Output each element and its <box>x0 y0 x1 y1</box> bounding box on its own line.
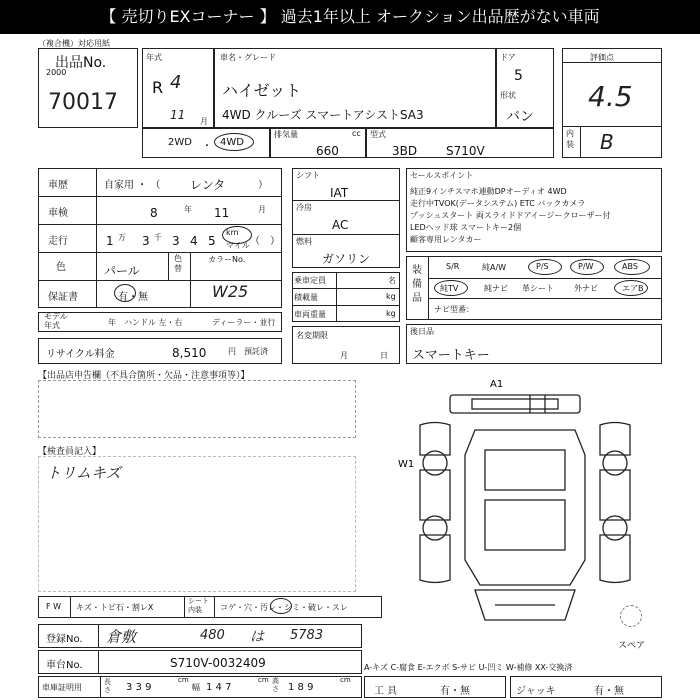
banner: 【 売切りEXコーナー 】 過去1年以上 オークション出品歴がない車両 <box>0 0 700 34</box>
top-note: （複合機）対応用紙 <box>38 39 110 48</box>
width-value: 1 4 7 <box>206 682 232 693</box>
year-value: 4 <box>170 72 182 93</box>
warranty-label: 保証書 <box>48 292 78 303</box>
model-year-label1: モデル <box>44 312 68 321</box>
equip-abs: ABS <box>622 262 638 271</box>
tools-label: 工 具 <box>374 686 398 697</box>
extras-label: 後日品 <box>410 327 434 336</box>
model-grade: 4WD クルーズ スマートアシストSA3 <box>222 108 424 122</box>
lot-code: 2000 <box>46 68 67 77</box>
mileage-d3: 3 <box>172 234 180 248</box>
name-change-month: 月 <box>340 351 348 360</box>
shift-label: シフト <box>296 171 320 180</box>
jack-label: ジャッキ <box>516 686 556 697</box>
aircon-value: AC <box>332 218 349 232</box>
colorno-label: カラーNo. <box>208 255 246 264</box>
seller-notes-area <box>38 380 356 438</box>
recycle-unit: 円 <box>228 347 236 356</box>
length-unit: cm <box>178 676 189 684</box>
drive-dot: ・ <box>202 141 212 152</box>
model-year-label2: 年式 <box>44 321 60 330</box>
model-year-handle: ハンドル 左・右 <box>124 318 183 327</box>
certificate-label: 車庫証明用 <box>42 683 82 692</box>
equip-navi: 純ナビ <box>484 284 508 293</box>
fuel-value: ガソリン <box>322 252 371 266</box>
name-change-day: 日 <box>380 351 388 360</box>
sales-point-3: プッシュスタート 両スライドドアイージークローザー付 <box>410 211 611 220</box>
equip-abs-circle <box>614 259 650 275</box>
spare-circle <box>620 605 642 627</box>
equip-navi-model: ナビ型番： <box>434 305 474 314</box>
inspection-year-unit: 年 <box>184 205 192 214</box>
inspector-label: 【検査員記入】 <box>38 447 102 457</box>
seat-circle <box>270 598 292 614</box>
sales-point-5: 顧客専用レンタカー <box>410 235 482 244</box>
model-label: 車名・グレード <box>220 53 276 62</box>
lot-label: 出品No. <box>55 55 107 71</box>
inspection-month: 11 <box>214 206 230 220</box>
sales-point-1: 純正9インチスマホ連動DPオーディオ 4WD <box>410 187 567 196</box>
year-era: R <box>152 78 164 97</box>
displacement-unit: cc <box>352 129 361 138</box>
type-label: 型式 <box>370 130 386 139</box>
mileage-d2: 3 <box>142 234 150 248</box>
type-prefix: 3BD <box>392 144 418 158</box>
mileage-u1: 万 <box>118 233 126 242</box>
height-label: 高さ <box>272 677 279 693</box>
length-label: 長さ <box>104 678 111 694</box>
equipment-label: 装備品 <box>412 265 422 304</box>
equip-tv-circle <box>434 280 468 296</box>
interior-score: B <box>600 130 614 154</box>
interior-label: 内装 <box>566 129 574 149</box>
load-label: 積載量 <box>294 293 318 302</box>
doors-value: 5 <box>514 68 523 84</box>
car-damage-diagram <box>380 375 670 640</box>
sales-point-2: 走行中TVOK(データシステム) ETC バックカメラ <box>410 199 586 208</box>
mileage-unit-circle <box>222 226 252 244</box>
tools-value: 有・無 <box>440 686 470 697</box>
seller-notes-label: 【出品店申告欄（不具合箇所・欠品・注意事項等）】 <box>38 371 250 381</box>
height-value: 1 8 9 <box>288 682 314 693</box>
inspection-year: 8 <box>150 206 158 220</box>
width-unit: cm <box>258 676 269 684</box>
color-change-label: 色替 <box>174 254 182 273</box>
displacement-value: 660 <box>316 144 339 158</box>
equip-tv: 純TV <box>440 284 459 293</box>
equip-ext-navi: 外ナビ <box>574 284 598 293</box>
model-year-dealer: ディーラー・並行 <box>212 318 276 327</box>
mileage-unit: km <box>226 228 239 237</box>
score-value: 4.5 <box>588 80 633 113</box>
history-label: 車歴 <box>48 180 68 191</box>
aircon-label: 冷房 <box>296 203 312 212</box>
equip-aw: 純A/W <box>482 263 507 272</box>
fw-text: キズ・トビ石・割レX <box>76 603 154 612</box>
width-label: 幅 <box>192 683 200 692</box>
fw-label: F W <box>46 602 62 611</box>
color-value: パール <box>104 264 140 278</box>
chassis-label: 車台No. <box>46 660 83 671</box>
history-options: 自家用 ・ （ <box>104 180 161 191</box>
diagram-a1: A1 <box>490 379 504 390</box>
registration-kana: は <box>250 629 264 645</box>
equip-pw-circle <box>570 259 604 275</box>
mileage-unit2: マイル <box>226 241 250 250</box>
equip-ps: P/S <box>536 262 549 271</box>
equip-leather: 革シート <box>522 284 554 293</box>
mileage-label: 走行 <box>48 236 68 247</box>
shift-value: IAT <box>330 186 349 200</box>
spare-label: スペア <box>618 641 646 651</box>
registration-num: 480 <box>200 628 225 643</box>
displacement-label: 排気量 <box>274 130 298 139</box>
seat-label: シート内装 <box>188 597 209 614</box>
capacity-label: 乗車定員 <box>294 276 326 285</box>
length-value: 3 3 9 <box>126 682 152 693</box>
sales-point-4: LEDヘッド球 スマートキー2個 <box>410 223 522 232</box>
year-label: 年式 <box>146 53 162 62</box>
mileage-paren: （ ） <box>250 236 280 247</box>
lot-number: 70017 <box>48 90 118 115</box>
model-year-year: 年 <box>108 318 116 327</box>
color-label: 色 <box>56 262 66 273</box>
weight-unit: kg <box>386 309 396 318</box>
drive-4wd-circle <box>214 133 254 151</box>
body-value: バン <box>506 109 534 125</box>
year-month-unit: 月 <box>200 117 208 126</box>
registration-place: 倉敷 <box>106 628 137 646</box>
equip-airbag-circle <box>614 280 648 296</box>
jack-value: 有・無 <box>594 686 624 697</box>
registration-label: 登録No. <box>46 634 83 645</box>
recycle-status: 預託済 <box>244 347 268 356</box>
mileage-d1: 1 <box>106 234 114 248</box>
body-label: 形状 <box>500 91 516 100</box>
fuel-label: 燃料 <box>296 237 312 246</box>
name-change-label: 名変期限 <box>296 331 328 340</box>
drive-2wd: 2WD <box>168 137 192 148</box>
score-label: 評価点 <box>590 53 614 62</box>
mileage-d4: 4 <box>190 234 198 248</box>
chassis-value: S710V-0032409 <box>170 656 266 670</box>
inspection-label: 車検 <box>48 208 68 219</box>
model-name: ハイゼット <box>222 81 302 100</box>
registration-serial: 5783 <box>290 628 324 643</box>
diagram-w1: W1 <box>398 459 415 470</box>
mileage-u2: 千 <box>154 233 162 242</box>
recycle-label: リサイクル料金 <box>46 349 115 360</box>
warranty-circle <box>114 284 136 302</box>
history-value: レンタ <box>190 178 226 192</box>
history-close: ） <box>258 180 268 191</box>
doors-label: ドア <box>500 53 516 62</box>
capacity-unit: 名 <box>388 276 396 285</box>
inspection-month-unit: 月 <box>258 205 266 214</box>
equip-airbag: エアB <box>622 284 644 293</box>
seat-text: コゲ・穴・汚レ・シミ・破レ・スレ <box>220 603 348 612</box>
damage-legend: A-キズ C-腐食 E-エクボ S-サビ U-凹ミ W-補修 XX-交換済 <box>364 663 573 672</box>
year-month: 11 <box>170 108 186 122</box>
recycle-value: 8,510 <box>172 346 207 360</box>
equip-sr: S/R <box>446 262 460 271</box>
weight-label: 車両重量 <box>294 310 326 319</box>
warranty-value: 有・無 <box>118 292 148 303</box>
type-value: S710V <box>446 144 485 158</box>
colorno-value: W25 <box>212 282 249 301</box>
equip-pw: P/W <box>578 262 594 271</box>
equip-ps-circle <box>528 259 562 275</box>
extras-value: スマートキー <box>412 348 490 363</box>
drive-4wd: 4WD <box>220 137 244 148</box>
load-unit: kg <box>386 292 396 301</box>
sales-points-label: セールスポイント <box>410 171 474 180</box>
mileage-d5: 5 <box>208 234 216 248</box>
height-unit: cm <box>340 676 351 684</box>
inspector-note: トリムキズ <box>46 464 121 482</box>
